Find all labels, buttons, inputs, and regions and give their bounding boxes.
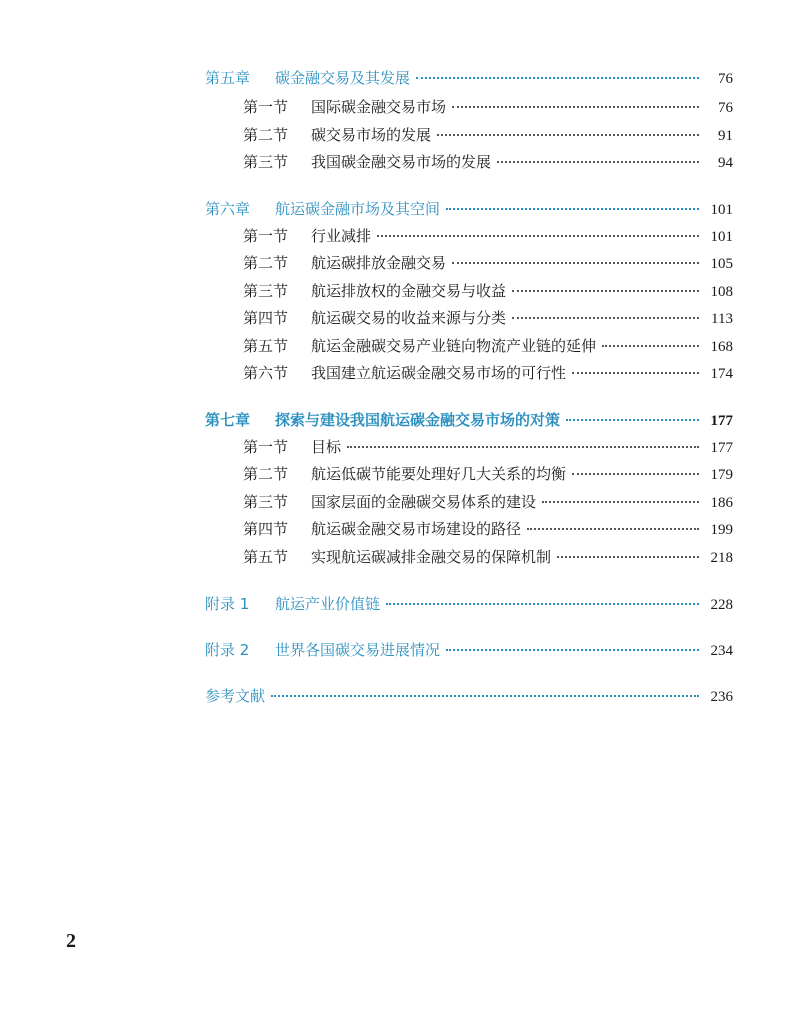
folio-page-number: 2 <box>66 930 76 952</box>
leader-dots <box>452 106 699 108</box>
page-number: 218 <box>710 550 733 566</box>
chapter-title: 探索与建设我国航运碳金融交易市场的对策 <box>275 411 561 429</box>
section-title: 行业减排 <box>311 227 372 245</box>
page-number: 76 <box>718 71 733 87</box>
leader-dots <box>497 161 699 163</box>
section-title: 我国建立航运碳金融交易市场的可行性 <box>311 364 567 382</box>
leader-dots <box>377 235 699 237</box>
section-title: 实现航运碳减排金融交易的保障机制 <box>311 548 552 566</box>
leader-dots <box>572 473 699 475</box>
leader-dots <box>271 695 699 697</box>
section-title: 航运碳交易的收益来源与分类 <box>311 309 507 327</box>
section-number: 第五节 <box>243 337 289 355</box>
appendix-number: 附录 1 <box>205 595 250 613</box>
section-title: 航运低碳节能要处理好几大关系的均衡 <box>311 465 567 483</box>
section-number: 第一节 <box>243 98 289 116</box>
page-number: 76 <box>718 100 733 116</box>
section-title: 碳交易市场的发展 <box>311 126 432 144</box>
section-title: 航运排放权的金融交易与收益 <box>311 282 507 300</box>
section-title: 国际碳金融交易市场 <box>311 98 447 116</box>
toc-section[interactable] <box>243 492 733 513</box>
page-number: 179 <box>710 467 733 483</box>
page-number: 101 <box>710 202 733 218</box>
leader-dots <box>347 446 699 448</box>
toc-appendix-2[interactable] <box>205 640 733 661</box>
section-number: 第一节 <box>243 438 289 456</box>
toc-section[interactable] <box>243 336 733 357</box>
section-number: 第五节 <box>243 548 289 566</box>
leader-dots <box>437 134 699 136</box>
section-number: 第二节 <box>243 126 289 144</box>
page-number: 186 <box>710 495 733 511</box>
page-number: 199 <box>710 522 733 538</box>
toc-section[interactable] <box>243 308 733 329</box>
page-number: 228 <box>710 597 733 613</box>
page-number: 108 <box>710 284 733 300</box>
references-title: 参考文献 <box>205 687 266 705</box>
leader-dots <box>557 556 699 558</box>
leader-dots <box>386 603 699 605</box>
toc-section[interactable] <box>243 464 733 485</box>
leader-dots <box>566 419 699 421</box>
toc-section[interactable] <box>243 125 733 146</box>
leader-dots <box>446 208 699 210</box>
chapter-title: 航运碳金融市场及其空间 <box>275 200 441 218</box>
section-number: 第四节 <box>243 309 289 327</box>
leader-dots <box>446 649 699 651</box>
toc-section[interactable] <box>243 437 733 458</box>
page-number: 236 <box>710 689 733 705</box>
section-title: 航运碳排放金融交易 <box>311 254 447 272</box>
toc-references[interactable] <box>205 686 733 707</box>
page-number: 94 <box>718 155 733 171</box>
toc-section[interactable] <box>243 363 733 384</box>
chapter-number: 第五章 <box>205 69 251 87</box>
page-number: 113 <box>711 311 733 327</box>
toc-section[interactable] <box>243 519 733 540</box>
section-title: 航运金融碳交易产业链向物流产业链的延伸 <box>311 337 597 355</box>
page-number: 168 <box>710 339 733 355</box>
leader-dots <box>542 501 699 503</box>
section-number: 第四节 <box>243 520 289 538</box>
toc-section[interactable] <box>243 226 733 247</box>
section-number: 第三节 <box>243 282 289 300</box>
section-title: 目标 <box>311 438 342 456</box>
section-title: 国家层面的金融碳交易体系的建设 <box>311 493 537 511</box>
page-number: 91 <box>718 128 733 144</box>
chapter-number: 第六章 <box>205 200 251 218</box>
toc-section[interactable] <box>243 253 733 274</box>
leader-dots <box>527 528 699 530</box>
section-number: 第三节 <box>243 493 289 511</box>
section-number: 第三节 <box>243 153 289 171</box>
leader-dots <box>416 77 699 79</box>
section-number: 第一节 <box>243 227 289 245</box>
leader-dots <box>602 345 699 347</box>
toc-section[interactable] <box>243 97 733 118</box>
toc-chapter-5[interactable] <box>205 68 733 89</box>
page-number: 234 <box>710 643 733 659</box>
appendix-title: 世界各国碳交易进展情况 <box>275 641 441 659</box>
page-number: 177 <box>710 413 733 429</box>
chapter-number: 第七章 <box>205 411 251 429</box>
toc-section[interactable] <box>243 152 733 173</box>
toc-appendix-1[interactable] <box>205 594 733 615</box>
leader-dots <box>572 372 699 374</box>
leader-dots <box>512 290 699 292</box>
leader-dots <box>452 262 699 264</box>
chapter-title: 碳金融交易及其发展 <box>275 69 411 87</box>
section-title: 航运碳金融交易市场建设的路径 <box>311 520 522 538</box>
page-number: 101 <box>710 229 733 245</box>
leader-dots <box>512 317 699 319</box>
section-number: 第二节 <box>243 254 289 272</box>
page-number: 174 <box>710 366 733 382</box>
toc-chapter-6[interactable] <box>205 199 733 220</box>
section-number: 第二节 <box>243 465 289 483</box>
section-number: 第六节 <box>243 364 289 382</box>
appendix-title: 航运产业价值链 <box>275 595 381 613</box>
page-number: 177 <box>710 440 733 456</box>
section-title: 我国碳金融交易市场的发展 <box>311 153 492 171</box>
toc-section[interactable] <box>243 547 733 568</box>
toc-section[interactable] <box>243 281 733 302</box>
page-number: 105 <box>710 256 733 272</box>
appendix-number: 附录 2 <box>205 641 250 659</box>
toc-chapter-7[interactable] <box>205 410 733 431</box>
